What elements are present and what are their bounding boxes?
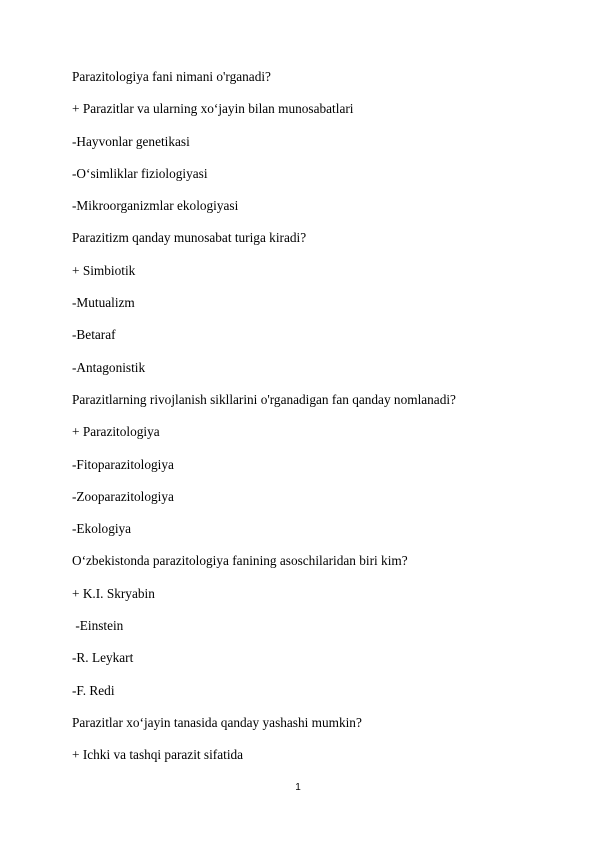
answer-1-option: -Hayvonlar genetikasi (72, 133, 190, 149)
answer-4-option: -Einstein (72, 618, 124, 634)
answer-3-correct: + Parazitologiya (72, 424, 160, 440)
answer-2-option: -Antagonistik (72, 359, 146, 375)
question-3: Parazitlarning rivojlanish sikllarini o'rganadigan fan qanday nomlanadi? (72, 391, 456, 407)
answer-5-correct: + Ichki va tashqi parazit sifatida (72, 747, 244, 763)
answer-4-correct: + K.I. Skryabin (72, 585, 155, 601)
answer-1-correct: + Parazitlar va ularning xo‘jayin bilan munosabatlari (72, 101, 354, 117)
question-1: Parazitologiya fani nimani o'rganadi? (72, 69, 271, 84)
question-5: Parazitlar xo‘jayin tanasida qanday yashashi mumkin? (72, 714, 362, 730)
answer-4-option: -R. Leykart (72, 650, 134, 666)
page-number: 1 (295, 782, 301, 793)
answer-3-option: -Zooparazitologiya (72, 488, 174, 504)
question-4: O‘zbekistonda parazitologiya fanining asoschilaridan biri kim? (72, 553, 408, 569)
answer-1-option: -O‘simliklar fiziologiyasi (72, 165, 208, 181)
answer-2-correct: + Simbiotik (72, 262, 136, 278)
answer-3-option: -Ekologiya (72, 521, 132, 537)
answer-2-option: -Betaraf (72, 327, 116, 343)
answer-1-option: -Mikroorganizmlar ekologiyasi (72, 198, 239, 214)
answer-2-option: -Mutualizm (72, 295, 135, 311)
answer-4-option: -F. Redi (72, 682, 115, 698)
answer-3-option: -Fitoparazitologiya (72, 456, 174, 472)
question-2: Parazitizm qanday munosabat turiga kiradi? (72, 230, 307, 246)
document-body (72, 69, 532, 780)
